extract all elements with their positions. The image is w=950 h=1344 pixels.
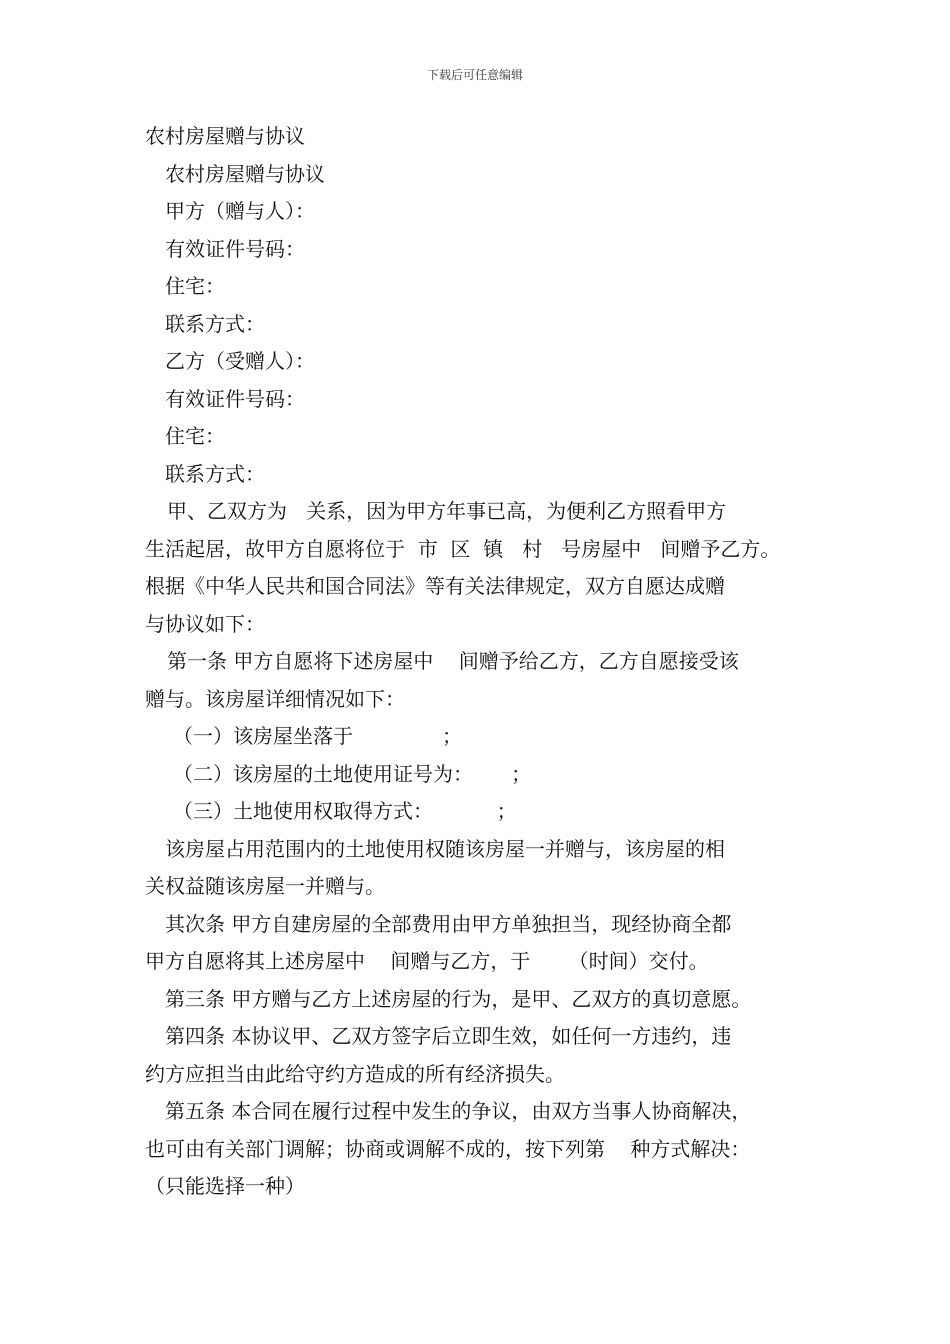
article-5-line: （只能选择一种） [145, 1174, 305, 1198]
paragraph-line: 根据《中华人民共和国合同法》等有关法律规定，双方自愿达成赠 [145, 574, 725, 598]
paragraph-line: 该房屋占用范围内的土地使用权随该房屋一并赠与，该房屋的相 [165, 836, 725, 861]
party-b-address: 住宅： [165, 424, 225, 448]
party-b-label: 乙方（受赠人）： [165, 349, 315, 373]
clause-item: （一）该房屋坐落于 ； [173, 724, 463, 748]
article-3-line: 第三条 甲方赠与乙方上述房屋的行为，是甲、乙双方的真切意愿。 [165, 986, 752, 1011]
subtitle: 农村房屋赠与协议 [165, 161, 325, 186]
paragraph-line: 生活起居，故甲方自愿将位于 市 区 镇 村 号房屋中 间赠予乙方。 [145, 536, 781, 561]
article-5-line: 也可由有关部门调解；协商或调解不成的，按下列第 种方式解决： [145, 1136, 751, 1161]
article-2-line: 甲方自愿将其上述房屋中 间赠与乙方，于 （时间）交付。 [145, 949, 709, 973]
document-body [145, 118, 817, 1206]
paragraph-line: 与协议如下： [145, 611, 265, 636]
article-4-line: 第四条 本协议甲、乙双方签字后立即生效，如任何一方违约，违 [165, 1024, 732, 1048]
article-5-line: 第五条 本合同在履行过程中发生的争议，由双方当事人协商解决， [165, 1099, 752, 1123]
party-b-contact: 联系方式： [165, 461, 265, 486]
article-2-line: 其次条 甲方自建房屋的全部费用由甲方单独担当，现经协商全都 [165, 911, 732, 936]
header-note: 下载后可任意编辑 [426, 68, 523, 82]
party-b-id: 有效证件号码： [165, 386, 305, 411]
paragraph-line: 甲、乙双方为 关系，因为甲方年事已高，为便利乙方照看甲方 [167, 499, 727, 523]
article-1-line: 第一条 甲方自愿将下述房屋中 间赠予给乙方，乙方自愿接受该 [167, 649, 739, 673]
doc-title: 农村房屋赠与协议 [145, 124, 305, 148]
party-a-id: 有效证件号码： [165, 236, 305, 261]
party-a-contact: 联系方式： [165, 311, 265, 336]
paragraph-line: 关权益随该房屋一并赠与。 [145, 874, 385, 898]
party-a-address: 住宅： [165, 274, 225, 298]
clause-item: （三）土地使用权取得方式： ； [173, 799, 517, 823]
article-1-line: 赠与。该房屋详细情况如下： [145, 686, 405, 711]
party-a-label: 甲方（赠与人）： [165, 199, 315, 223]
article-4-line: 约方应担当由此给守约方造成的所有经济损失。 [145, 1061, 565, 1086]
clause-item: （二）该房屋的土地使用证号为： ； [173, 761, 532, 786]
